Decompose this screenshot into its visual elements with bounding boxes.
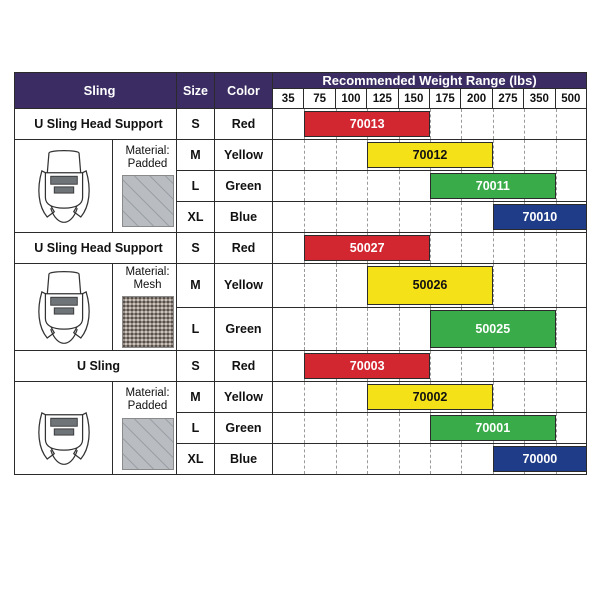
- product-code-bar: 70002: [367, 384, 493, 410]
- gridline: [304, 444, 305, 474]
- gridline: [399, 413, 400, 443]
- gridline: [399, 202, 400, 232]
- bar-layer: [273, 444, 586, 474]
- tick-350: 350: [524, 89, 555, 109]
- gridline: [304, 233, 305, 263]
- gridline: [367, 413, 368, 443]
- gridline: [461, 444, 462, 474]
- gridline: [493, 444, 494, 474]
- gridline: [336, 444, 337, 474]
- table-row: [15, 264, 587, 308]
- sling-illustration: [33, 147, 95, 225]
- gridline: [556, 382, 557, 412]
- weight-range-bar-cell: [273, 413, 587, 444]
- sling-illustration: [33, 389, 95, 467]
- color-cell: Green: [215, 413, 273, 444]
- gridline: [367, 233, 368, 263]
- tick-275: 275: [492, 89, 523, 109]
- sling-image-cell: [15, 264, 113, 351]
- gridline: [336, 413, 337, 443]
- product-code-bar: 50025: [430, 310, 556, 349]
- gridline: [556, 351, 557, 381]
- color-cell: Yellow: [215, 264, 273, 308]
- gridline: [430, 444, 431, 474]
- gridline: [367, 444, 368, 474]
- table-body: [15, 109, 587, 475]
- gridline: [336, 109, 337, 139]
- bar-layer: [273, 308, 586, 351]
- gridline: [493, 413, 494, 443]
- gridline: [524, 382, 525, 412]
- header-color: Color: [215, 73, 273, 109]
- color-cell: Blue: [215, 444, 273, 475]
- gridline: [336, 233, 337, 263]
- weight-range-bar-cell: [273, 233, 587, 264]
- tick-100: 100: [335, 89, 366, 109]
- group-title-row: [15, 109, 587, 140]
- size-cell: L: [177, 171, 215, 202]
- gridline: [493, 308, 494, 351]
- size-cell: XL: [177, 444, 215, 475]
- sling-illustration: [33, 268, 95, 346]
- gridline: [556, 444, 557, 474]
- gridline: [493, 351, 494, 381]
- gridline: [430, 264, 431, 307]
- gridline: [367, 140, 368, 170]
- size-cell: M: [177, 264, 215, 308]
- product-name: U Sling Head Support: [15, 109, 177, 140]
- bar-layer: [273, 382, 586, 412]
- gridline: [524, 264, 525, 307]
- bar-layer: [273, 140, 586, 170]
- size-cell: M: [177, 382, 215, 413]
- product-code-bar: 70001: [430, 415, 556, 441]
- gridline: [556, 308, 557, 351]
- material-cell: [113, 264, 177, 351]
- bar-layer: [273, 264, 586, 307]
- padded-swatch: [122, 175, 174, 227]
- table-row: [15, 140, 587, 171]
- gridline: [493, 382, 494, 412]
- gridline: [524, 444, 525, 474]
- size-cell: S: [177, 109, 215, 140]
- header-weight-range: Recommended Weight Range (lbs): [273, 73, 587, 89]
- gridline: [430, 413, 431, 443]
- weight-range-bar-cell: [273, 171, 587, 202]
- table: [14, 72, 587, 475]
- gridline: [304, 413, 305, 443]
- product-code-bar: 70000: [493, 446, 587, 472]
- gridline: [367, 202, 368, 232]
- color-cell: Blue: [215, 202, 273, 233]
- gridline: [556, 202, 557, 232]
- gridline: [430, 308, 431, 351]
- gridline: [367, 308, 368, 351]
- gridline: [461, 202, 462, 232]
- gridline: [524, 308, 525, 351]
- gridline: [461, 171, 462, 201]
- gridline: [367, 109, 368, 139]
- gridline: [399, 444, 400, 474]
- product-code-bar: 70003: [304, 353, 430, 379]
- gridline: [493, 140, 494, 170]
- gridline: [430, 382, 431, 412]
- gridline: [493, 233, 494, 263]
- bar-layer: [273, 351, 586, 381]
- gridline: [304, 382, 305, 412]
- color-cell: Green: [215, 171, 273, 202]
- gridline: [304, 351, 305, 381]
- gridline: [399, 308, 400, 351]
- size-cell: XL: [177, 202, 215, 233]
- color-cell: Red: [215, 109, 273, 140]
- gridline: [430, 233, 431, 263]
- material-label: Material:: [125, 266, 170, 278]
- gridline: [336, 140, 337, 170]
- bar-layer: [273, 109, 586, 139]
- product-name: U Sling: [15, 351, 177, 382]
- gridline: [524, 109, 525, 139]
- header-size: Size: [177, 73, 215, 109]
- weight-range-bar-cell: [273, 109, 587, 140]
- product-code-bar: 70013: [304, 111, 430, 137]
- weight-range-bar-cell: [273, 351, 587, 382]
- tick-35: 35: [273, 89, 304, 109]
- gridline: [493, 171, 494, 201]
- bar-layer: [273, 233, 586, 263]
- gridline: [461, 140, 462, 170]
- gridline: [399, 351, 400, 381]
- gridline: [430, 171, 431, 201]
- gridline: [304, 308, 305, 351]
- sling-weight-range-table: [14, 72, 586, 475]
- material-label: Material:: [125, 144, 170, 157]
- product-name: U Sling Head Support: [15, 233, 177, 264]
- table-row: [15, 382, 587, 413]
- gridline: [524, 233, 525, 263]
- gridline: [430, 351, 431, 381]
- gridline: [430, 140, 431, 170]
- gridline: [399, 264, 400, 307]
- gridline: [336, 308, 337, 351]
- weight-range-bar-cell: [273, 382, 587, 413]
- product-code-bar: 70012: [367, 142, 493, 168]
- gridline: [336, 202, 337, 232]
- weight-range-bar-cell: [273, 140, 587, 171]
- color-cell: Yellow: [215, 382, 273, 413]
- mesh-swatch: [122, 296, 174, 348]
- bar-layer: [273, 202, 586, 232]
- table-header-row-1: [15, 73, 587, 89]
- gridline: [399, 382, 400, 412]
- material-value: Mesh: [133, 279, 162, 292]
- gridline: [304, 171, 305, 201]
- gridline: [556, 140, 557, 170]
- gridline: [556, 171, 557, 201]
- gridline: [556, 109, 557, 139]
- gridline: [399, 233, 400, 263]
- gridline: [461, 382, 462, 412]
- gridline: [556, 233, 557, 263]
- group-title-row: [15, 233, 587, 264]
- gridline: [304, 140, 305, 170]
- weight-range-bar-cell: [273, 264, 587, 308]
- material-value: Padded: [127, 400, 168, 413]
- gridline: [461, 264, 462, 307]
- product-code-bar: 70010: [493, 204, 587, 230]
- product-code-bar: 50027: [304, 235, 430, 261]
- gridline: [493, 264, 494, 307]
- material-cell: [113, 140, 177, 233]
- gridline: [524, 202, 525, 232]
- gridline: [336, 171, 337, 201]
- product-code-bar: 50026: [367, 266, 493, 305]
- gridline: [336, 382, 337, 412]
- size-cell: S: [177, 351, 215, 382]
- tick-200: 200: [461, 89, 492, 109]
- bar-layer: [273, 413, 586, 443]
- size-cell: M: [177, 140, 215, 171]
- material-cell: [113, 382, 177, 475]
- gridline: [367, 382, 368, 412]
- weight-range-bar-cell: [273, 307, 587, 351]
- gridline: [304, 264, 305, 307]
- gridline: [399, 140, 400, 170]
- material-value: Padded: [127, 158, 168, 170]
- weight-range-bar-cell: [273, 202, 587, 233]
- padded-swatch: [122, 418, 174, 470]
- gridline: [493, 109, 494, 139]
- gridline: [524, 171, 525, 201]
- size-cell: L: [177, 307, 215, 351]
- tick-500: 500: [555, 89, 587, 109]
- gridline: [461, 413, 462, 443]
- color-cell: Yellow: [215, 140, 273, 171]
- tick-175: 175: [429, 89, 460, 109]
- group-title-row: [15, 351, 587, 382]
- color-cell: Red: [215, 233, 273, 264]
- gridline: [524, 413, 525, 443]
- size-cell: S: [177, 233, 215, 264]
- gridline: [304, 109, 305, 139]
- sling-image-cell: [15, 382, 113, 475]
- gridline: [367, 264, 368, 307]
- material-label: Material:: [125, 387, 170, 400]
- gridline: [336, 351, 337, 381]
- tick-150: 150: [398, 89, 429, 109]
- gridline: [304, 202, 305, 232]
- tick-75: 75: [304, 89, 335, 109]
- gridline: [461, 308, 462, 351]
- gridline: [493, 202, 494, 232]
- gridline: [430, 202, 431, 232]
- gridline: [399, 171, 400, 201]
- gridline: [336, 264, 337, 307]
- gridline: [556, 264, 557, 307]
- color-cell: Green: [215, 307, 273, 351]
- gridline: [524, 140, 525, 170]
- size-cell: L: [177, 413, 215, 444]
- gridline: [461, 233, 462, 263]
- product-code-bar: 70011: [430, 173, 556, 199]
- gridline: [399, 109, 400, 139]
- gridline: [430, 109, 431, 139]
- color-cell: Red: [215, 351, 273, 382]
- gridline: [367, 171, 368, 201]
- gridline: [461, 351, 462, 381]
- header-sling: Sling: [15, 73, 177, 109]
- tick-125: 125: [367, 89, 398, 109]
- weight-range-bar-cell: [273, 444, 587, 475]
- sling-image-cell: [15, 140, 113, 233]
- gridline: [367, 351, 368, 381]
- gridline: [524, 351, 525, 381]
- gridline: [556, 413, 557, 443]
- bar-layer: [273, 171, 586, 201]
- gridline: [461, 109, 462, 139]
